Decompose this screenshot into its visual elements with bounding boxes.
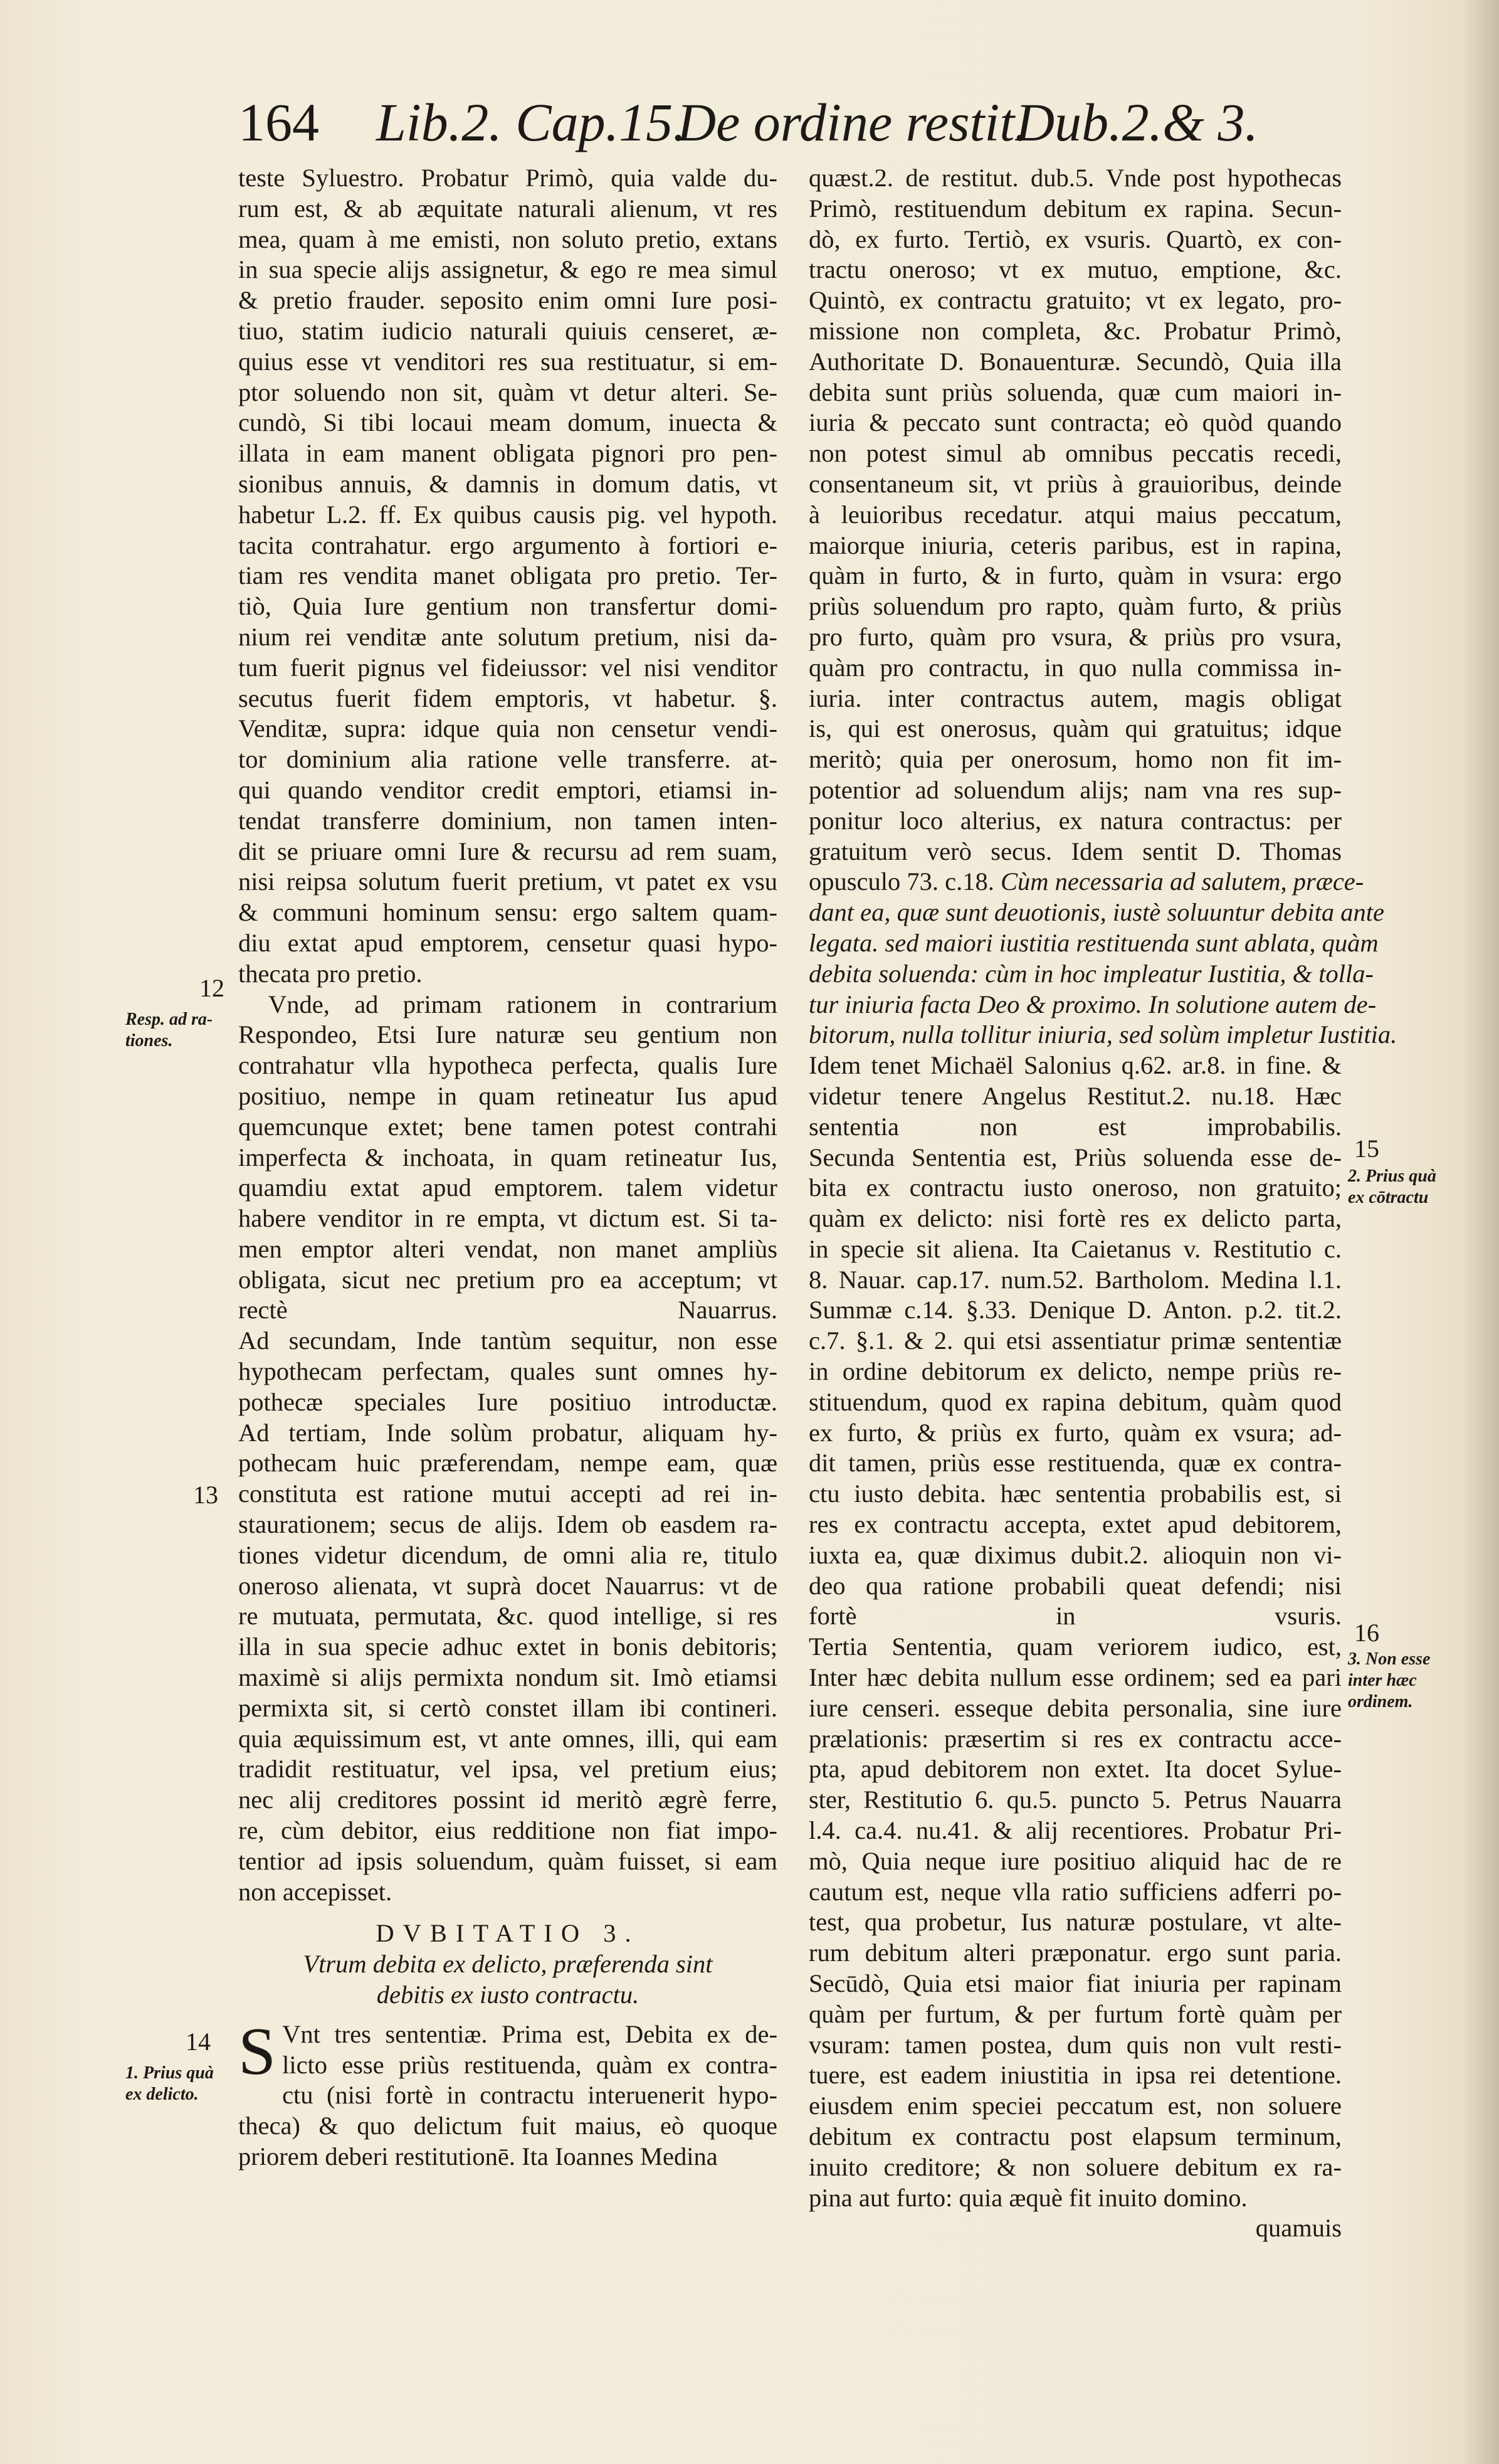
margin-note-16-line-1: 3. Non esse bbox=[1348, 1649, 1431, 1669]
left-b-line: pothecam huic præferendam, nempe eam, quæ bbox=[238, 1449, 777, 1478]
right-b-line: in specie sit aliena. Ita Caietanus v. Restitutio c. bbox=[809, 1234, 1342, 1263]
right-italic-line: legata. sed maiori iustitia restituenda sunt ablata, quàm bbox=[809, 928, 1379, 957]
margin-number-12: 12 bbox=[199, 974, 224, 1002]
right-b-line: stituendum, quod ex rapina debitum, quàm quod bbox=[809, 1387, 1342, 1416]
right-b-line: res ex contractu accepta, extet apud debitorem, bbox=[809, 1510, 1342, 1539]
right-italic-line: debita soluenda: cùm in hoc impleatur Iustitia, & tolla- bbox=[809, 959, 1374, 988]
right-b-line: mò, Quia neque iure positiuo aliquid hac de re bbox=[809, 1846, 1342, 1875]
right-b-line: quàm ex delicto: nisi fortè res ex delicto parta, bbox=[809, 1204, 1342, 1233]
margin-note-15-line-1: 2. Prius quà bbox=[1348, 1166, 1436, 1186]
margin-number-15: 15 bbox=[1354, 1134, 1379, 1163]
right-b-line: eiusdem enim speciei peccatum est, non soluere bbox=[809, 2091, 1342, 2120]
right-a-line: dò, ex furto. Tertiò, ex vsuris. Quartò, ex con- bbox=[809, 225, 1342, 253]
page-number: 164 bbox=[238, 92, 319, 152]
right-a-line: consentaneum sit, vt priùs à grauioribus, deinde bbox=[809, 469, 1342, 498]
left-b-line: hypothecam perfectam, quales sunt omnes hy- bbox=[238, 1357, 777, 1386]
margin-note-16-line-2: inter hæc bbox=[1348, 1671, 1417, 1690]
right-paragraph-prima-sententia bbox=[809, 163, 1342, 867]
dubium-reference: Dub.2.& 3. bbox=[1016, 92, 1258, 152]
margin-number-14: 14 bbox=[186, 2028, 211, 2056]
left-b-line: men emptor alteri vendat, non manet ampliùs bbox=[238, 1234, 777, 1263]
left-b-line: contrahatur vlla hypotheca perfecta, qualis Iure bbox=[238, 1051, 777, 1080]
dubitatio-heading: DVBITATIO 3. bbox=[376, 1919, 640, 1948]
right-a-line: iuria. inter contractus autem, magis obligat bbox=[809, 684, 1342, 712]
catchword: quamuis bbox=[1255, 2214, 1342, 2243]
left-a-line: rum est, & ab æquitate naturali alienum, vt res bbox=[238, 194, 777, 223]
right-b-line: dit tamen, priùs esse restituenda, quæ ex contra- bbox=[809, 1449, 1342, 1478]
left-a-line: tacita contrahatur. ergo argumento à fortiori e- bbox=[238, 531, 777, 559]
right-a-line: meritò; quia per onerosum, homo non fit im- bbox=[809, 745, 1342, 774]
left-a-line: sionibus annuis, & damnis in domum datis, vt bbox=[238, 469, 777, 498]
left-b-line: Ad tertiam, Inde solùm probatur, aliquam hy- bbox=[238, 1418, 777, 1447]
left-b-line: constituta est ratione mutui accepti ad rei in- bbox=[238, 1479, 777, 1508]
left-b-line: quemcunque extet; bene tamen potest contrahi bbox=[238, 1112, 777, 1141]
left-b-line: illa in sua specie adhuc extet in bonis debitoris; bbox=[238, 1632, 777, 1661]
margin-number-16: 16 bbox=[1354, 1619, 1379, 1647]
margin-note-16-line-3: ordinem. bbox=[1348, 1692, 1413, 1711]
left-a-line: teste Syluestro. Probatur Primò, quia valde du- bbox=[238, 164, 777, 192]
right-a-line: iuria & peccato sunt contracta; eò quòd quando bbox=[809, 408, 1342, 437]
right-a-line: Quintò, ex contractu gratuito; vt ex legato, pro- bbox=[809, 286, 1342, 315]
right-b-line: pta, apud debitorem non extet. Ita docet Sylue- bbox=[809, 1755, 1342, 1784]
left-a-line: tum fuerit pignus vel fideiussor: vel nisi venditor bbox=[238, 653, 777, 682]
thomas-citation-roman: opusculo 73. c.18. bbox=[809, 867, 994, 896]
right-b-line: prælationis: præsertim si res ex contractu acce- bbox=[809, 1724, 1342, 1753]
right-b-line: deo qua ratione probabili queat defendi; nisi bbox=[809, 1571, 1342, 1600]
left-b-line: nec alij creditores possint id meritò ægrè ferre, bbox=[238, 1785, 777, 1814]
right-b-line: ctu iusto debita. hæc sententia probabilis est, si bbox=[809, 1479, 1342, 1508]
right-italic-line: bitorum, nulla tollitur iniuria, sed solùm impletur Iustitia. bbox=[809, 1020, 1397, 1049]
margin-note-14-line-2: ex delicto. bbox=[125, 2085, 199, 2104]
right-b-line: test, qua probetur, Ius naturæ postulare, vt alte- bbox=[809, 1908, 1342, 1937]
right-a-line: pro furto, quàm pro vsura, & priùs pro vsura, bbox=[809, 622, 1342, 651]
left-a-line: & communi hominum sensu: ergo saltem quam- bbox=[238, 898, 777, 927]
right-b-line: Secūdò, Quia etsi maior fiat iniuria per rapinam bbox=[809, 1969, 1342, 1998]
left-a-line: nisi reipsa solutum fuerit pretium, vt patet ex vsu bbox=[238, 867, 777, 896]
page-edge-shadow bbox=[1461, 0, 1499, 2464]
left-a-line: tendat transferre dominium, non tamen inten- bbox=[238, 806, 777, 835]
right-italic-line: tur iniuria facta Deo & proximo. In solutione autem de- bbox=[809, 990, 1377, 1018]
margin-number-13: 13 bbox=[193, 1481, 218, 1509]
right-b-line: ster, Restitutio 6. qu.5. puncto 5. Petrus Nauarra bbox=[809, 1785, 1342, 1814]
right-b-line: in ordine debitorum ex delicto, nempe priùs re- bbox=[809, 1357, 1342, 1386]
left-c-line: ctu (nisi fortè in contractu interuenerit hypo- bbox=[282, 2081, 777, 2110]
right-a-line: à leuioribus recedatur. atqui maius peccatum, bbox=[809, 500, 1342, 529]
left-column bbox=[238, 163, 777, 2172]
right-a-line: maiorque iniuria, ceteris paribus, est in rapina, bbox=[809, 531, 1342, 559]
left-b-line: obligata, sicut nec pretium pro ea acceptum; vt bbox=[238, 1265, 777, 1294]
running-head bbox=[238, 88, 1258, 157]
left-b-line: tradidit restituatur, vel ipsa, vel pretium eius; bbox=[238, 1755, 777, 1784]
left-b-line: tiones videtur dicendum, de omni alia re, titulo bbox=[238, 1540, 777, 1569]
right-b-line: rum debitum alteri præponatur. ergo sunt paria. bbox=[809, 1938, 1342, 1967]
left-b-line: permixta sit, si certò constet illam ibi contineri. bbox=[238, 1693, 777, 1722]
left-b-line: quia æquissimum est, vt ante omnes, illi, qui eam bbox=[238, 1724, 777, 1753]
left-a-line: diu extat apud emptorem, censetur quasi hypo- bbox=[238, 928, 777, 957]
right-b-line: pina aut furto: quia æquè fit inuito domino. bbox=[809, 2183, 1248, 2212]
right-b-line: Idem tenet Michaël Salonius q.62. ar.8. in fine. & bbox=[809, 1051, 1342, 1080]
left-a-line: & pretio frauder. seposito enim omni Iure posi- bbox=[238, 286, 777, 315]
left-b-line: quamdiu extat apud emptorem. talem videtur bbox=[238, 1173, 777, 1202]
right-b-line: videtur tenere Angelus Restitut.2. nu.18. Hæc bbox=[809, 1081, 1342, 1110]
right-b-line: debitum ex contractu post elapsum terminum, bbox=[809, 2122, 1342, 2150]
margin-note-12-line-1: Resp. ad ra- bbox=[125, 1010, 213, 1029]
left-paragraph-sententiae bbox=[238, 2014, 777, 2172]
left-c-line: priorem deberi restitutionē. Ita Ioannes Medina bbox=[238, 2142, 718, 2171]
right-b-line: Tertia Sententia, quam veriorem iudico, est, bbox=[809, 1632, 1342, 1661]
left-c-line: Vnt tres sententiæ. Prima est, Debita ex de- bbox=[282, 2019, 777, 2048]
right-a-line: is, qui est onerosus, quàm qui gratuitus; idque bbox=[809, 714, 1342, 743]
right-a-line: missione non completa, &c. Probatur Primò, bbox=[809, 316, 1342, 345]
left-b-line: positiuo, nempe in quam retineatur Ius apud bbox=[238, 1081, 777, 1110]
section-title: De ordine restit. bbox=[677, 92, 1028, 152]
left-a-line: ptor soluendo non sit, quàm vt detur alteri. Se- bbox=[238, 378, 777, 406]
left-a-line: tiuo, statim iudicio naturali quiuis censeret, æ- bbox=[238, 316, 777, 345]
right-a-line: ponitur loco alterius, ex natura contractus: per bbox=[809, 806, 1342, 835]
right-a-line: quæst.2. de restitut. dub.5. Vnde post hypothecas bbox=[809, 164, 1342, 192]
dubitatio-title-line-1: Vtrum debita ex delicto, præferenda sint bbox=[303, 1950, 713, 1979]
right-paragraph-sententiae bbox=[809, 1050, 1342, 2213]
right-a-line: tractu oneroso; vt ex mutuo, emptione, &c. bbox=[809, 255, 1342, 284]
left-a-line: tor dominium alia ratione velle transferre. at- bbox=[238, 745, 777, 774]
left-a-line: cundò, Si tibi locaui meam domum, inuecta & bbox=[238, 408, 777, 437]
left-a-line: dit se priuare omni Iure & recursu ad rem suam, bbox=[238, 837, 777, 865]
left-c-line: licto esse priùs restituenda, quàm ex contra- bbox=[282, 2050, 777, 2079]
right-a-line: gratuitum verò secus. Idem sentit D. Thomas bbox=[809, 837, 1342, 865]
left-a-line: thecata pro pretio. bbox=[238, 959, 423, 988]
right-b-line: fortè in vsuris. bbox=[809, 1602, 1342, 1631]
right-b-line: Inter hæc debita nullum esse ordinem; sed ea pari bbox=[809, 1663, 1342, 1692]
right-a-line: quàm pro contractu, in quo nulla commissa in- bbox=[809, 653, 1342, 682]
left-b-line: re mutuata, permutata, &c. quod intellige, si res bbox=[238, 1602, 777, 1631]
left-c-line: theca) & quo delictum fuit maius, eò quoque bbox=[238, 2112, 777, 2140]
drop-cap: S bbox=[238, 2014, 276, 2089]
left-a-line: nium rei venditæ ante solutum pretium, nisi da- bbox=[238, 622, 777, 651]
left-paragraph-responses bbox=[238, 990, 777, 1908]
right-a-line: non potest simul ab omnibus peccatis recedi, bbox=[809, 439, 1342, 468]
left-b-line: re, cùm debitor, eius redditione non fiat impo- bbox=[238, 1816, 777, 1845]
right-a-line: potentior ad soluendum alijs; nam vna res sup- bbox=[809, 775, 1342, 804]
right-a-line: priùs soluendum pro rapto, quàm furto, & priùs bbox=[809, 592, 1342, 621]
left-b-line: pothecæ speciales Iure positiuo introductæ. bbox=[238, 1387, 777, 1416]
left-b-line: staurationem; secus de alijs. Idem ob easdem ra- bbox=[238, 1510, 777, 1539]
right-b-line: vsuram: tamen postea, dum quis non vult resti- bbox=[809, 2030, 1342, 2059]
right-a-line: debita sunt priùs soluenda, quæ cum maiori in- bbox=[809, 378, 1342, 406]
left-b-line: maximè si alijs permixta nondum sit. Imò etiamsi bbox=[238, 1663, 777, 1692]
right-a-line: Authoritate D. Bonauenturæ. Secundò, Quia illa bbox=[809, 347, 1342, 376]
right-b-line: quàm per furtum, & per furtum fortè quàm per bbox=[809, 1999, 1342, 2028]
right-a-line: Primò, restituendum debitum ex rapina. Secun- bbox=[809, 194, 1342, 223]
right-b-line: Secunda Sententia est, Priùs soluenda esse de- bbox=[809, 1143, 1342, 1171]
left-b-line: Ad secundam, Inde tantùm sequitur, non esse bbox=[238, 1326, 777, 1355]
left-b-line: non accepisset. bbox=[238, 1877, 392, 1906]
thomas-quotation bbox=[809, 897, 1397, 1050]
margin-note-12-line-2: tiones. bbox=[125, 1031, 173, 1050]
right-b-line: 8. Nauar. cap.17. num.52. Bartholom. Medina l.1. bbox=[809, 1265, 1342, 1294]
right-b-line: l.4. ca.4. nu.41. & alij recentiores. Probatur Pri- bbox=[809, 1816, 1342, 1845]
right-b-line: iure censeri. esseque debita personalia, sine iure bbox=[809, 1693, 1342, 1722]
left-b-line: Vnde, ad primam rationem in contrarium bbox=[268, 990, 777, 1018]
margin-note-15-line-2: ex cōtractu bbox=[1348, 1188, 1429, 1207]
left-a-line: quius esse vt venditori res sua restituatur, si em- bbox=[238, 347, 777, 376]
left-a-line: qui quando venditor credit emptori, etiamsi in- bbox=[238, 775, 777, 804]
right-a-line: quàm in furto, & in furto, quàm in vsura: ergo bbox=[809, 561, 1342, 590]
right-b-line: Summæ c.14. §.33. Denique D. Anton. p.2. tit.2. bbox=[809, 1296, 1342, 1325]
thomas-citation-line bbox=[809, 867, 1364, 897]
right-b-line: iuxta ea, quæ diximus dubit.2. alioquin non vi- bbox=[809, 1540, 1342, 1569]
right-b-line: c.7. §.1. & 2. qui etsi assentiatur primæ sententiæ bbox=[809, 1326, 1342, 1355]
left-a-line: in sua specie alijs assignetur, & ego re mea simul bbox=[238, 255, 777, 284]
right-b-line: sententia non est improbabilis. bbox=[809, 1112, 1342, 1141]
left-a-line: illata in eam manent obligata pignori pro pen- bbox=[238, 439, 777, 468]
left-b-line: oneroso alienata, vt suprà docet Nauarrus: vt de bbox=[238, 1571, 777, 1600]
dubitatio-title-line-2: debitis ex iusto contractu. bbox=[376, 1980, 639, 2009]
left-b-line: Respondeo, Etsi Iure naturæ seu gentium non bbox=[238, 1020, 777, 1049]
left-a-line: habetur L.2. ff. Ex quibus causis pig. vel hypoth. bbox=[238, 500, 777, 529]
left-a-line: mea, quam à me emisti, non soluto pretio, extans bbox=[238, 225, 777, 253]
right-b-line: bita ex contractu iusto oneroso, non gratuito; bbox=[809, 1173, 1342, 1202]
left-b-line: rectè Nauarrus. bbox=[238, 1296, 777, 1325]
book-chapter: Lib.2. Cap.15. bbox=[376, 92, 686, 152]
left-b-line: imperfecta & inchoata, in quam retineatur Ius, bbox=[238, 1143, 777, 1171]
left-a-line: secutus fuerit fidem emptoris, vt habetur. §. bbox=[238, 684, 777, 712]
margin-note-14-line-1: 1. Prius quà bbox=[125, 2063, 214, 2083]
thomas-citation-italic: Cùm necessaria ad salutem, præce- bbox=[1000, 867, 1364, 896]
right-b-line: cautum est, neque vlla ratio sufficiens adferri po- bbox=[809, 1877, 1342, 1906]
left-b-line: habere venditor in re empta, vt dictum est. Si ta- bbox=[238, 1204, 777, 1233]
right-italic-line: dant ea, quæ sunt deuotionis, iustè soluuntur debita ante bbox=[809, 898, 1384, 927]
right-b-line: tuere, est eadem iniustitia in ipsa rei detentione. bbox=[809, 2061, 1342, 2090]
left-a-line: Venditæ, supra: idque quia non censetur vendi- bbox=[238, 714, 777, 743]
left-a-line: tiò, Quia Iure gentium non transfertur domi- bbox=[238, 592, 777, 621]
left-a-line: tiam res vendita manet obligata pro pretio. Ter- bbox=[238, 561, 777, 590]
left-b-line: tentior ad ipsis soluendum, quàm fuisset, si eam bbox=[238, 1846, 777, 1875]
left-paragraph-argument bbox=[238, 163, 777, 990]
right-b-line: ex furto, & priùs ex furto, quàm ex vsura; ad- bbox=[809, 1418, 1342, 1447]
right-b-line: inuito creditore; & non soluere debitum ex ra- bbox=[809, 2152, 1342, 2181]
